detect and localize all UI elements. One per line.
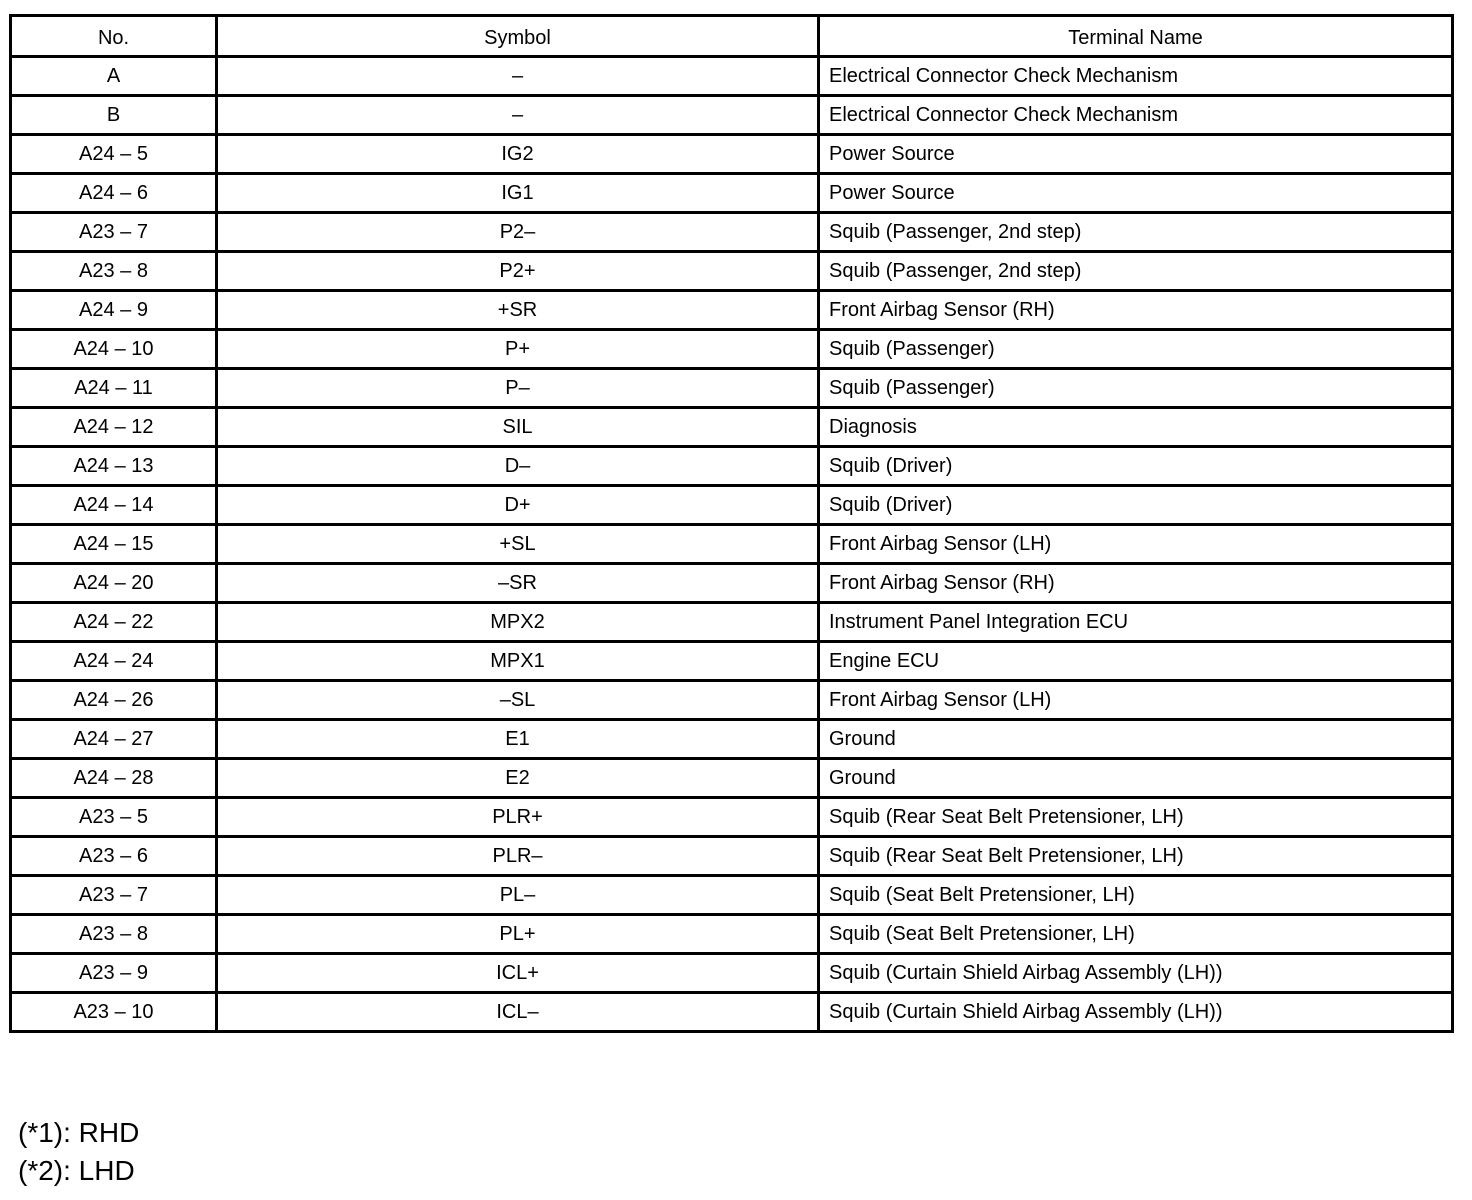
cell-symbol: P2– — [217, 213, 819, 252]
table-row — [11, 369, 1453, 408]
cell-terminal-name: Squib (Rear Seat Belt Pretensioner, LH) — [819, 837, 1453, 876]
table-row — [11, 681, 1453, 720]
cell-symbol: +SL — [217, 525, 819, 564]
cell-terminal-no: A23 – 6 — [11, 837, 217, 876]
cell-terminal-no: A24 – 12 — [11, 408, 217, 447]
table-row — [11, 876, 1453, 915]
cell-terminal-name: Front Airbag Sensor (RH) — [819, 564, 1453, 603]
cell-symbol: D+ — [217, 486, 819, 525]
cell-symbol: P+ — [217, 330, 819, 369]
cell-terminal-name: Ground — [819, 720, 1453, 759]
cell-terminal-name: Squib (Driver) — [819, 486, 1453, 525]
cell-symbol: –SL — [217, 681, 819, 720]
cell-terminal-name: Squib (Passenger, 2nd step) — [819, 213, 1453, 252]
table-row — [11, 408, 1453, 447]
table-row — [11, 213, 1453, 252]
cell-terminal-no: B — [11, 96, 217, 135]
cell-terminal-no: A23 – 8 — [11, 252, 217, 291]
cell-terminal-no: A — [11, 57, 217, 96]
table-header — [11, 16, 1453, 57]
cell-terminal-no: A24 – 15 — [11, 525, 217, 564]
footnote-rhd: (*1): RHD — [18, 1117, 140, 1148]
cell-terminal-name: Squib (Curtain Shield Airbag Assembly (LH)) — [819, 993, 1453, 1032]
cell-terminal-name: Squib (Driver) — [819, 447, 1453, 486]
cell-symbol: – — [217, 57, 819, 96]
table-row — [11, 525, 1453, 564]
cell-terminal-no: A24 – 24 — [11, 642, 217, 681]
table-row — [11, 252, 1453, 291]
cell-terminal-name: Electrical Connector Check Mechanism — [819, 96, 1453, 135]
cell-terminal-no: A24 – 6 — [11, 174, 217, 213]
footnote-lhd: (*2): LHD — [18, 1155, 135, 1186]
table-row — [11, 603, 1453, 642]
cell-symbol: IG2 — [217, 135, 819, 174]
cell-terminal-name: Diagnosis — [819, 408, 1453, 447]
table-row — [11, 798, 1453, 837]
cell-terminal-name: Front Airbag Sensor (LH) — [819, 681, 1453, 720]
table-row — [11, 330, 1453, 369]
cell-symbol: E2 — [217, 759, 819, 798]
cell-terminal-name: Power Source — [819, 135, 1453, 174]
cell-symbol: – — [217, 96, 819, 135]
table-row — [11, 57, 1453, 96]
cell-terminal-name: Front Airbag Sensor (LH) — [819, 525, 1453, 564]
cell-terminal-name: Squib (Seat Belt Pretensioner, LH) — [819, 915, 1453, 954]
table-row — [11, 564, 1453, 603]
cell-terminal-no: A24 – 11 — [11, 369, 217, 408]
cell-terminal-no: A24 – 13 — [11, 447, 217, 486]
table-header-row — [11, 16, 1453, 57]
cell-terminal-name: Squib (Passenger, 2nd step) — [819, 252, 1453, 291]
terminal-table-document — [9, 14, 1451, 1033]
table-row — [11, 954, 1453, 993]
table-row — [11, 642, 1453, 681]
cell-terminal-no: A24 – 27 — [11, 720, 217, 759]
table-row — [11, 759, 1453, 798]
table-body — [11, 57, 1453, 1032]
cell-terminal-name: Engine ECU — [819, 642, 1453, 681]
cell-terminal-no: A24 – 9 — [11, 291, 217, 330]
terminal-table — [9, 14, 1454, 1033]
cell-terminal-no: A23 – 7 — [11, 213, 217, 252]
cell-terminal-no: A23 – 7 — [11, 876, 217, 915]
cell-terminal-name: Front Airbag Sensor (RH) — [819, 291, 1453, 330]
table-row — [11, 135, 1453, 174]
table-row — [11, 96, 1453, 135]
cell-symbol: –SR — [217, 564, 819, 603]
cell-terminal-name: Squib (Passenger) — [819, 369, 1453, 408]
cell-terminal-name: Squib (Rear Seat Belt Pretensioner, LH) — [819, 798, 1453, 837]
cell-symbol: PL– — [217, 876, 819, 915]
table-row — [11, 174, 1453, 213]
cell-symbol: P– — [217, 369, 819, 408]
cell-symbol: SIL — [217, 408, 819, 447]
table-row — [11, 837, 1453, 876]
cell-terminal-no: A23 – 8 — [11, 915, 217, 954]
cell-terminal-name: Electrical Connector Check Mechanism — [819, 57, 1453, 96]
table-row — [11, 291, 1453, 330]
cell-terminal-no: A23 – 9 — [11, 954, 217, 993]
cell-symbol: PLR– — [217, 837, 819, 876]
cell-symbol: ICL– — [217, 993, 819, 1032]
table-row — [11, 720, 1453, 759]
column-header-no: No. — [11, 16, 217, 57]
cell-symbol: MPX2 — [217, 603, 819, 642]
table-row — [11, 915, 1453, 954]
cell-symbol: PLR+ — [217, 798, 819, 837]
cell-terminal-name: Squib (Passenger) — [819, 330, 1453, 369]
cell-terminal-no: A24 – 5 — [11, 135, 217, 174]
footnotes — [18, 1114, 139, 1190]
column-header-symbol: Symbol — [217, 16, 819, 57]
cell-symbol: +SR — [217, 291, 819, 330]
cell-symbol: IG1 — [217, 174, 819, 213]
cell-terminal-no: A23 – 10 — [11, 993, 217, 1032]
cell-terminal-no: A24 – 10 — [11, 330, 217, 369]
cell-symbol: MPX1 — [217, 642, 819, 681]
table-row — [11, 447, 1453, 486]
cell-terminal-no: A23 – 5 — [11, 798, 217, 837]
cell-terminal-no: A24 – 20 — [11, 564, 217, 603]
cell-terminal-no: A24 – 28 — [11, 759, 217, 798]
cell-terminal-no: A24 – 22 — [11, 603, 217, 642]
cell-terminal-no: A24 – 14 — [11, 486, 217, 525]
cell-terminal-name: Ground — [819, 759, 1453, 798]
table-row — [11, 993, 1453, 1032]
cell-terminal-no: A24 – 26 — [11, 681, 217, 720]
cell-symbol: ICL+ — [217, 954, 819, 993]
cell-terminal-name: Power Source — [819, 174, 1453, 213]
cell-symbol: D– — [217, 447, 819, 486]
cell-symbol: E1 — [217, 720, 819, 759]
cell-terminal-name: Squib (Curtain Shield Airbag Assembly (LH)) — [819, 954, 1453, 993]
column-header-terminal-name: Terminal Name — [819, 16, 1453, 57]
cell-terminal-name: Squib (Seat Belt Pretensioner, LH) — [819, 876, 1453, 915]
cell-symbol: P2+ — [217, 252, 819, 291]
cell-terminal-name: Instrument Panel Integration ECU — [819, 603, 1453, 642]
cell-symbol: PL+ — [217, 915, 819, 954]
table-row — [11, 486, 1453, 525]
